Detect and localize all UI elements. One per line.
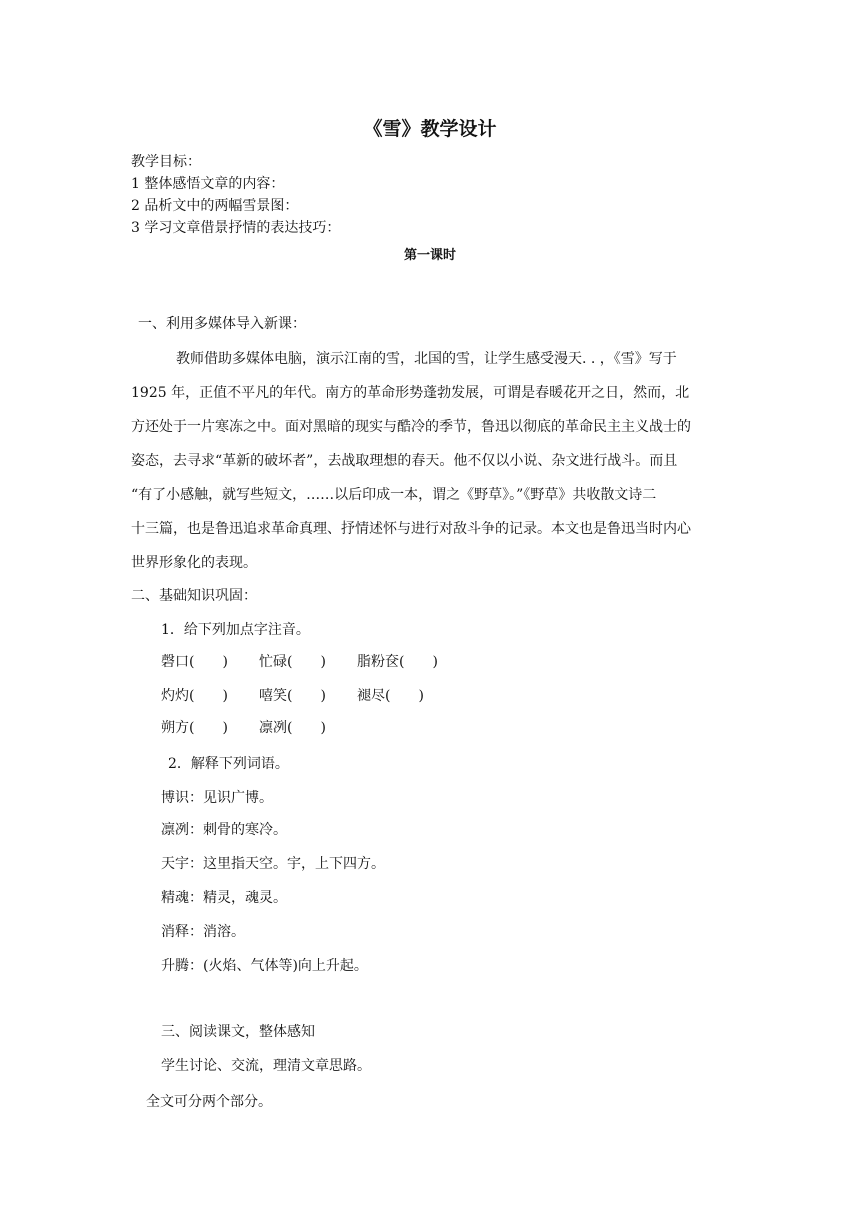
pinyin-item: 褪尽( ) <box>357 688 424 704</box>
definition-item: 精魂：精灵，魂灵。 <box>161 890 287 906</box>
pinyin-item: 朔方( ) <box>161 720 228 736</box>
lesson-title: 第一课时 <box>403 248 456 263</box>
section1-paragraph <box>131 342 731 580</box>
definition-item: 升腾：(火焰、气体等)向上升起。 <box>161 958 368 974</box>
objective-item-3: 3 学习文章借景抒情的表达技巧： <box>131 220 341 236</box>
definition-item: 凛冽：刺骨的寒冷。 <box>161 822 287 838</box>
objective-item-1: 1 整体感悟文章的内容： <box>131 176 285 192</box>
paragraph-line: “有了小感触，就写些短文，……以后印成一本，谓之《野草》。”《野草》共收散文诗二 <box>131 487 657 503</box>
question-2: 2．解释下列词语。 <box>168 756 289 772</box>
objectives-heading: 教学目标： <box>131 154 201 170</box>
definition-item: 博识：见识广博。 <box>161 790 273 806</box>
paragraph-line: 世界形象化的表现。 <box>131 555 257 571</box>
pinyin-item: 嘻笑( ) <box>259 688 326 704</box>
section2-heading: 二、基础知识巩固： <box>131 588 257 604</box>
paragraph-line: 十三篇，也是鲁迅追求革命真理、抒情述怀与进行对敌斗争的记录。本文也是鲁迅当时内心 <box>131 521 691 537</box>
section1-heading: 一、利用多媒体导入新课： <box>138 316 306 332</box>
section3-line: 全文可分两个部分。 <box>146 1094 272 1110</box>
paragraph-line: 方还处于一片寒冻之中。面对黑暗的现实与酷冷的季节，鲁迅以彻底的革命民主主义战士的 <box>131 419 691 435</box>
definition-item: 消释：消溶。 <box>161 924 245 940</box>
pinyin-item: 凛冽( ) <box>259 720 326 736</box>
pinyin-item: 忙碌( ) <box>259 654 326 670</box>
pinyin-item: 磬口( ) <box>161 654 228 670</box>
paragraph-line: 1925 年，正值不平凡的年代。南方的革命形势蓬勃发展，可谓是春暖花开之日，然而，北 <box>131 385 690 401</box>
section3-heading: 三、阅读课文，整体感知 <box>161 1024 315 1040</box>
definition-item: 天宇：这里指天空。宇，上下四方。 <box>161 856 385 872</box>
pinyin-item: 脂粉奁( ) <box>357 654 438 670</box>
section3-line: 学生讨论、交流，理清文章思路。 <box>161 1058 371 1074</box>
pinyin-item: 灼灼( ) <box>161 688 228 704</box>
question-1: 1．给下列加点字注音。 <box>161 622 310 638</box>
paragraph-line: 姿态，去寻求“革新的破坏者”，去战取理想的春天。他不仅以小说、杂文进行战斗。而且 <box>131 453 678 469</box>
document-title: 《雪》教学设计 <box>363 118 497 140</box>
paragraph-line: 教师借助多媒体电脑，演示江南的雪，北国的雪，让学生感受漫天. . ，《雪》写于 <box>176 351 677 367</box>
objective-item-2: 2 品析文中的两幅雪景图： <box>131 198 299 214</box>
